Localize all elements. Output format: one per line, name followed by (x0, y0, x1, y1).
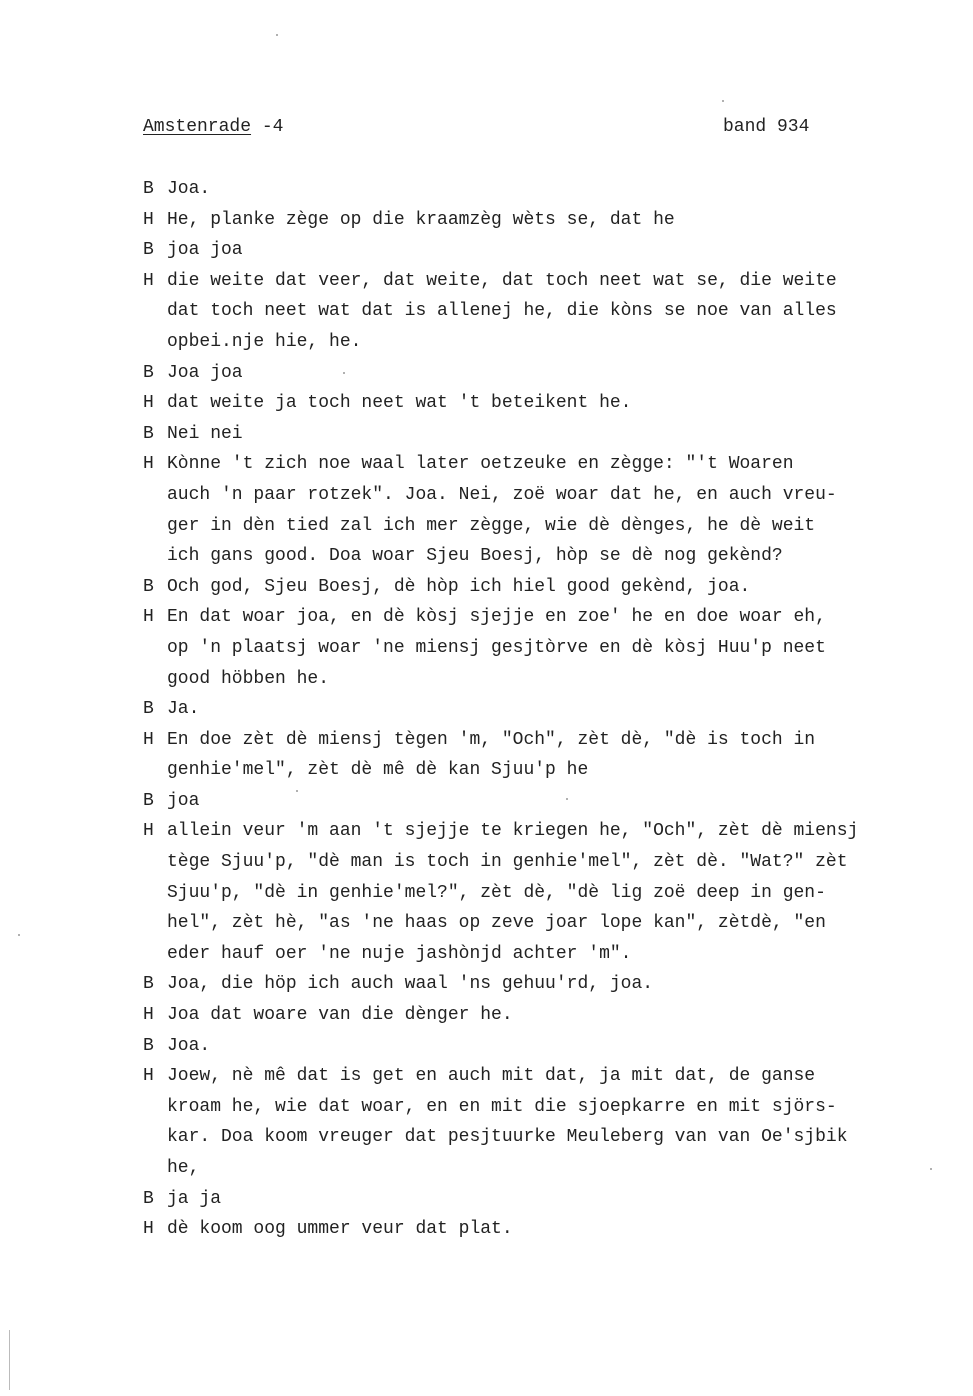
speaker-label: B (143, 790, 154, 811)
utterance-line: opbei.nje hie, he. (167, 331, 362, 352)
transcript-turn (143, 174, 963, 205)
utterance-line: allein veur 'm aan 't sjejje te kriegen he, "Och", zèt dè miensj (167, 821, 859, 842)
speaker-label: H (143, 270, 154, 291)
transcript-turn (143, 816, 963, 969)
utterance (167, 786, 963, 817)
utterance (167, 969, 963, 1000)
utterance-line: genhie'mel", zèt dè mê dè kan Sjuu'p he (167, 760, 589, 781)
transcript-turn (143, 449, 963, 571)
transcript-turn (143, 1184, 963, 1215)
utterance-line: he, (167, 1158, 200, 1178)
utterance (167, 205, 963, 236)
utterance (167, 235, 963, 266)
scan-speck (566, 798, 568, 800)
speaker-label: B (143, 240, 154, 261)
utterance-line: kar. Doa koom vreuger dat pesjtuurke Meuleberg van van Oe'sjbik (167, 1127, 848, 1148)
utterance-line: kroam he, wie dat woar, en en mit die sjoepkarre en mit sjörs- (167, 1096, 837, 1117)
utterance-line: joa joa (167, 240, 243, 261)
speaker-label: B (143, 1035, 154, 1056)
transcript-turn (143, 358, 963, 389)
utterance-line: good höbben he. (167, 668, 330, 689)
utterance-line: Joa dat woare van die dènger he. (167, 1005, 513, 1026)
transcript-turn (143, 572, 963, 603)
utterance-line: Ja. (167, 699, 200, 720)
utterance-line: ich gans good. Doa woar Sjeu Boesj, hòp se dè nog gekènd? (167, 546, 783, 567)
utterance-line: tège Sjuu'p, "dè man is toch in genhie'mel", zèt dè. "Wat?" zèt (167, 852, 848, 873)
utterance (167, 388, 963, 419)
transcript (143, 174, 963, 1245)
utterance-line: eder hauf oer 'ne nuje jashònjd achter 'm". (167, 943, 632, 964)
utterance-line: dè koom oog ummer veur dat plat. (167, 1219, 513, 1240)
utterance-line: die weite dat veer, dat weite, dat toch neet wat se, die weite (167, 270, 837, 291)
utterance-line: auch 'n paar rotzek". Joa. Nei, zoë woar dat he, en auch vreu- (167, 484, 837, 505)
page-number: -4 (251, 117, 284, 137)
place-name: Amstenrade (143, 117, 252, 137)
transcript-turn (143, 235, 963, 266)
utterance-line: He, planke zège op die kraamzèg wèts se, dat he (167, 209, 675, 230)
utterance (167, 572, 963, 603)
utterance (167, 816, 963, 969)
utterance-line: hel", zèt hè, "as 'ne haas op zeve joar lope kan", zètdè, "en (167, 913, 826, 934)
utterance-line: Joa joa (167, 362, 243, 383)
transcript-turn (143, 786, 963, 817)
utterance (167, 449, 963, 571)
utterance-line: dat weite ja toch neet wat 't beteikent he. (167, 393, 632, 414)
speaker-label: B (143, 974, 154, 995)
transcript-turn (143, 694, 963, 725)
speaker-label: B (143, 423, 154, 444)
utterance (167, 725, 963, 786)
speaker-label: B (143, 576, 154, 597)
utterance (167, 1031, 963, 1062)
transcript-turn (143, 388, 963, 419)
scan-speck (276, 34, 278, 36)
utterance-line: Joa. (167, 179, 211, 199)
utterance-line: dat toch neet wat dat is allenej he, die kòns se noe van alles (167, 301, 837, 322)
utterance (167, 1061, 963, 1183)
utterance (167, 266, 963, 358)
utterance-line: ja ja (167, 1188, 222, 1209)
utterance (167, 358, 963, 389)
speaker-label: B (143, 1188, 154, 1209)
speaker-label: H (143, 607, 154, 628)
utterance-line: Joew, nè mê dat is get en auch mit dat, ja mit dat, de ganse (167, 1066, 816, 1087)
utterance-line: Kònne 't zich noe waal later oetzeuke en zègge: "'t Woaren (167, 454, 794, 475)
scan-speck (722, 100, 724, 102)
speaker-label: H (143, 729, 154, 750)
transcript-turn (143, 969, 963, 1000)
utterance-line: Och god, Sjeu Boesj, dè hòp ich hiel good gekènd, joa. (167, 576, 751, 597)
scan-speck (343, 372, 345, 374)
speaker-label: B (143, 362, 154, 383)
tape-number: band 934 (723, 117, 810, 137)
transcript-turn (143, 205, 963, 236)
speaker-label: H (143, 454, 154, 475)
utterance (167, 1214, 963, 1245)
speaker-label: H (143, 1219, 154, 1240)
speaker-label: H (143, 393, 154, 414)
utterance-line: En doe zèt dè miensj tègen 'm, "Och", zèt dè, "dè is toch in (167, 729, 816, 750)
speaker-label: H (143, 209, 154, 230)
scan-speck (296, 790, 298, 792)
transcript-turn (143, 725, 963, 786)
transcript-turn (143, 1000, 963, 1031)
speaker-label: B (143, 699, 154, 720)
utterance-line: ger in dèn tied zal ich mer zègge, wie dè dènges, he dè weit (167, 515, 816, 536)
utterance-line: Nei nei (167, 423, 243, 444)
utterance-line: Joa, die höp ich auch waal 'ns gehuu'rd, joa. (167, 974, 654, 995)
transcript-turn (143, 602, 963, 694)
speaker-label: B (143, 179, 154, 199)
transcript-turn (143, 1214, 963, 1245)
speaker-label: H (143, 1066, 154, 1087)
speaker-label: H (143, 821, 154, 842)
scan-speck (18, 934, 20, 936)
scan-speck (930, 1168, 932, 1170)
utterance (167, 602, 963, 694)
utterance-line: op 'n plaatsj woar 'ne miensj gesjtòrve en dè kòsj Huu'p neet (167, 637, 826, 658)
page-header-left (143, 114, 283, 140)
utterance-line: En dat woar joa, en dè kòsj sjejje en zoe' he en doe woar eh, (167, 607, 826, 628)
utterance (167, 1000, 963, 1031)
utterance (167, 694, 963, 725)
transcript-turn (143, 1061, 963, 1183)
utterance-line: Joa. (167, 1035, 211, 1056)
transcript-turn (143, 266, 963, 358)
transcript-turn (143, 1031, 963, 1062)
utterance (167, 174, 963, 205)
utterance (167, 419, 963, 450)
utterance (167, 1184, 963, 1215)
scan-edge-line (9, 1330, 10, 1390)
utterance-line: joa (167, 790, 200, 811)
speaker-label: H (143, 1005, 154, 1026)
transcript-turn (143, 419, 963, 450)
utterance-line: Sjuu'p, "dè in genhie'mel?", zèt dè, "dè lig zoë deep in gen- (167, 882, 826, 903)
